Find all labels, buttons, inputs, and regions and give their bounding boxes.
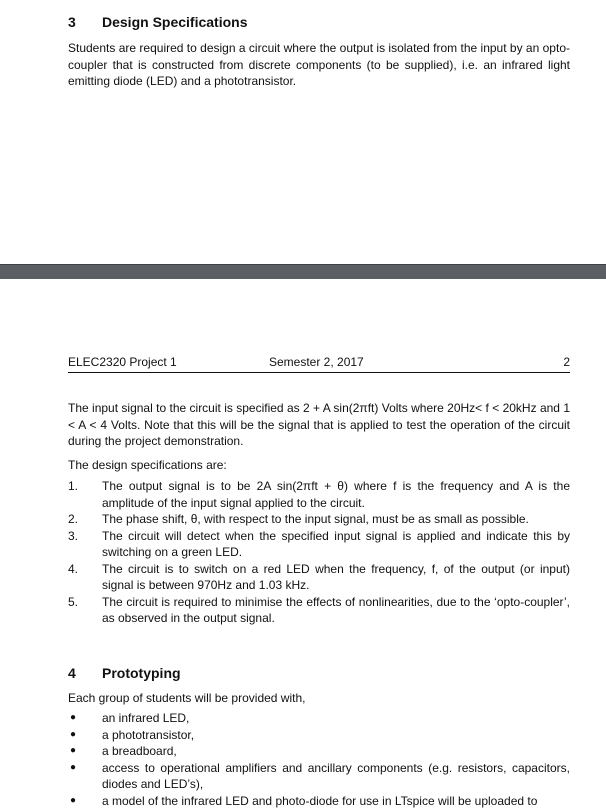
spec-item-2: [68, 511, 570, 528]
section-title: Prototyping: [102, 665, 181, 681]
bullet-marker: ●: [70, 712, 77, 723]
specs-lead: The design specifications are:: [68, 458, 227, 472]
bullet-item-4: [68, 760, 570, 793]
spec-marker: 1.: [68, 479, 79, 493]
bullet-marker: ●: [70, 728, 77, 740]
spec-text: The output signal is to be 2A sin(2πft + θ) where f is the frequency and A is the amplitude of the input signal applied to the circuit.: [102, 479, 570, 510]
spec-marker: 5.: [68, 594, 79, 609]
design-spec-list: [68, 478, 570, 627]
header-course: ELEC2320 Project 1: [68, 355, 177, 369]
spec-text: The circuit will detect when the specified input signal is applied and indicate this by switching on a green LED.: [102, 528, 570, 559]
section-title: Design Specifications: [102, 14, 248, 30]
bullet-item-5: [68, 793, 570, 810]
bullet-text: a model of the infrared LED and photo-diode for use in LTspice will be uploaded to: [102, 793, 538, 808]
spec-marker: 2.: [68, 512, 79, 526]
spec-text: The phase shift, θ, with respect to the input signal, must be as small as possible.: [102, 512, 529, 526]
bullet-marker: ●: [70, 761, 77, 773]
document-page-1: [0, 0, 606, 264]
provided-items-list: [68, 710, 570, 809]
spec-text: The circuit is required to minimise the effects of nonlinearities, due to the ‘opto-coupler’, as observed in the output signal.: [102, 594, 570, 625]
running-header: [68, 355, 570, 373]
bullet-text: a phototransistor,: [102, 727, 195, 742]
spec-item-5: [68, 594, 570, 627]
spec-marker: 4.: [68, 561, 79, 576]
input-signal-paragraph: The input signal to the circuit is specified as 2 + A sin(2πft) Volts where 20Hz< f < 20kHz and 1 < A < 4 Volts. Note that this will be the signal that is applied to test the operation of the circuit during the project demonstration.: [68, 401, 570, 448]
bullet-item-2: [68, 727, 570, 744]
header-semester: Semester 2, 2017: [269, 355, 364, 369]
section-number: 3: [68, 14, 76, 30]
bullet-text: a breadboard,: [102, 744, 177, 758]
bullet-item-3: [68, 743, 570, 760]
document-page-2: [0, 279, 606, 811]
spec-text: The circuit is to switch on a red LED when the frequency, f, of the output (or input) signal is between 970Hz and 1.03 kHz.: [102, 561, 570, 592]
spec-item-1: [68, 478, 570, 511]
page-number: 2: [563, 355, 570, 369]
prototyping-lead: Each group of students will be provided with,: [68, 691, 306, 705]
bullet-marker: ●: [70, 794, 77, 806]
section-number: 4: [68, 665, 76, 681]
bullet-text: access to operational amplifiers and ancillary components (e.g. resistors, capacitors, diodes and LED’s),: [102, 760, 570, 791]
bullet-marker: ●: [70, 745, 77, 756]
spec-item-4: [68, 561, 570, 594]
spec-marker: 3.: [68, 528, 79, 543]
page-separator: [0, 264, 606, 280]
spec-item-3: [68, 528, 570, 561]
bullet-text: an infrared LED,: [102, 711, 190, 725]
bullet-item-1: [68, 710, 570, 727]
design-spec-paragraph: Students are required to design a circuit where the output is isolated from the input by an opto-coupler that is constructed from discrete components (to be supplied), i.e. an infrared light emitting diode (LED) and a phototransistor.: [68, 41, 570, 88]
